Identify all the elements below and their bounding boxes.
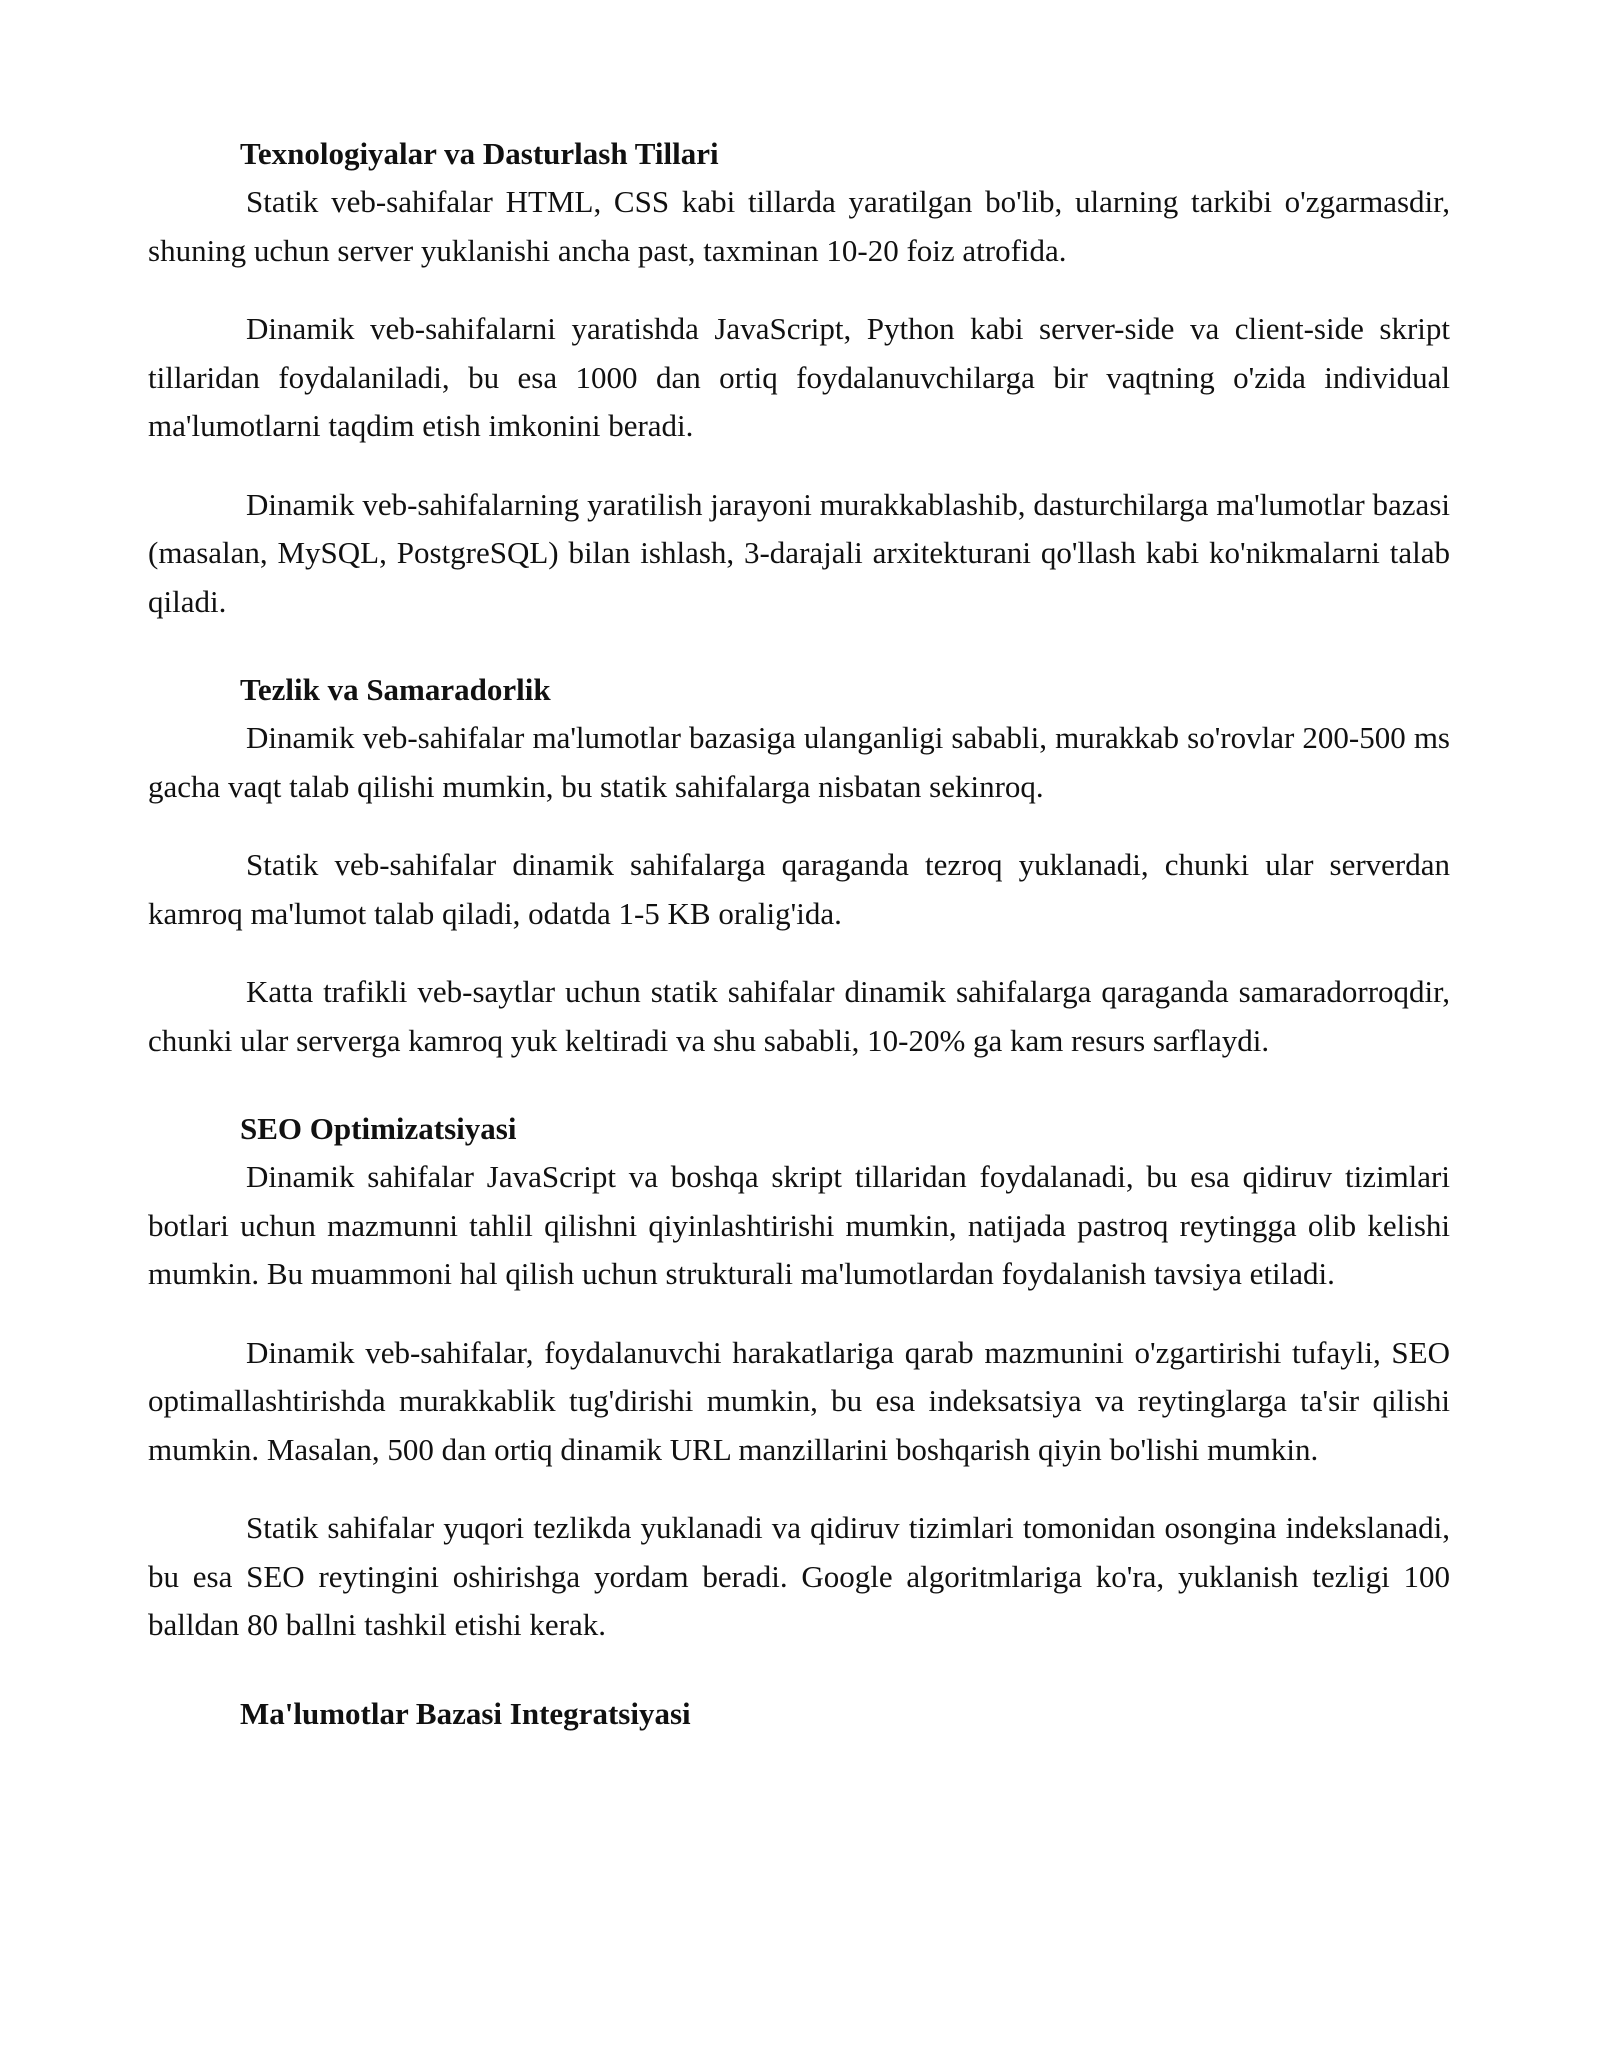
paragraph: Dinamik veb-sahifalar, foydalanuvchi harakatlariga qarab mazmunini o'zgartirishi tufayli, SEO optimallashtirishda murakkablik tug'dirishi mumkin, bu esa indeksatsiya va reytinglarga ta'sir qilishi mumkin. Masalan, 500 dan ortiq dinamik URL manzillarini boshqarish qiyin bo'lishi mumkin. [148,1334,1450,1467]
paragraph: Dinamik veb-sahifalarning yaratilish jarayoni murakkablashib, dasturchilarga ma'lumotlar bazasi (masalan, MySQL, PostgreSQL) bilan ishlash, 3-darajali arxitekturani qo'llash kabi ko'nikmalarni talab qiladi. [148,486,1450,619]
paragraph: Statik veb-sahifalar dinamik sahifalarga qaraganda tezroq yuklanadi, chunki ular serverdan kamroq ma'lumot talab qiladi, odatda 1-5 KB oralig'ida. [148,847,1450,931]
section-malumotlar-bazasi [148,1690,1450,1738]
paragraph: Dinamik veb-sahifalar ma'lumotlar bazasiga ulanganligi sababli, murakkab so'rovlar 200-500 ms gacha vaqt talab qilishi mumkin, bu statik sahifalarga nisbatan sekinroq. [148,720,1450,804]
paragraph: Katta trafikli veb-saytlar uchun statik sahifalar dinamik sahifalarga qaraganda samaradorroqdir, chunki ular serverga kamroq yuk keltiradi va shu sababli, 10-20% ga kam resurs sarflaydi. [148,974,1450,1058]
section-heading: Ma'lumotlar Bazasi Integratsiyasi [240,1695,691,1731]
section-texnologiyalar [148,130,1450,626]
document-page [148,130,1450,1738]
paragraph: Dinamik veb-sahifalarni yaratishda JavaScript, Python kabi server-side va client-side skript tillaridan foydalaniladi, bu esa 1000 dan ortiq foydalanuvchilarga bir vaqtning o'zida individual ma'lumotlarni taqdim etish imkonini beradi. [148,311,1450,443]
section-seo [148,1105,1450,1650]
paragraph: Statik sahifalar yuqori tezlikda yuklanadi va qidiruv tizimlari tomonidan osongina indekslanadi, bu esa SEO reytingini oshirishga yordam beradi. Google algoritmlariga ko'ra, yuklanish tezligi 100 balldan 80 ballni tashkil etishi kerak. [148,1510,1450,1642]
section-tezlik [148,666,1450,1065]
section-heading: Tezlik va Samaradorlik [240,672,551,707]
section-heading: SEO Optimizatsiyasi [240,1111,517,1146]
section-heading: Texnologiyalar va Dasturlash Tillari [240,136,719,171]
paragraph: Dinamik sahifalar JavaScript va boshqa skript tillaridan foydalanadi, bu esa qidiruv tizimlari botlari uchun mazmunni tahlil qilishni qiyinlashtirishi mumkin, natijada pastroq reytingga olib kelishi mumkin. Bu muammoni hal qilish uchun strukturali ma'lumotlardan foydalanish tavsiya etiladi. [148,1159,1450,1291]
paragraph: Statik veb-sahifalar HTML, CSS kabi tillarda yaratilgan bo'lib, ularning tarkibi o'zgarmasdir, shuning uchun server yuklanishi ancha past, taxminan 10-20 foiz atrofida. [148,184,1450,268]
